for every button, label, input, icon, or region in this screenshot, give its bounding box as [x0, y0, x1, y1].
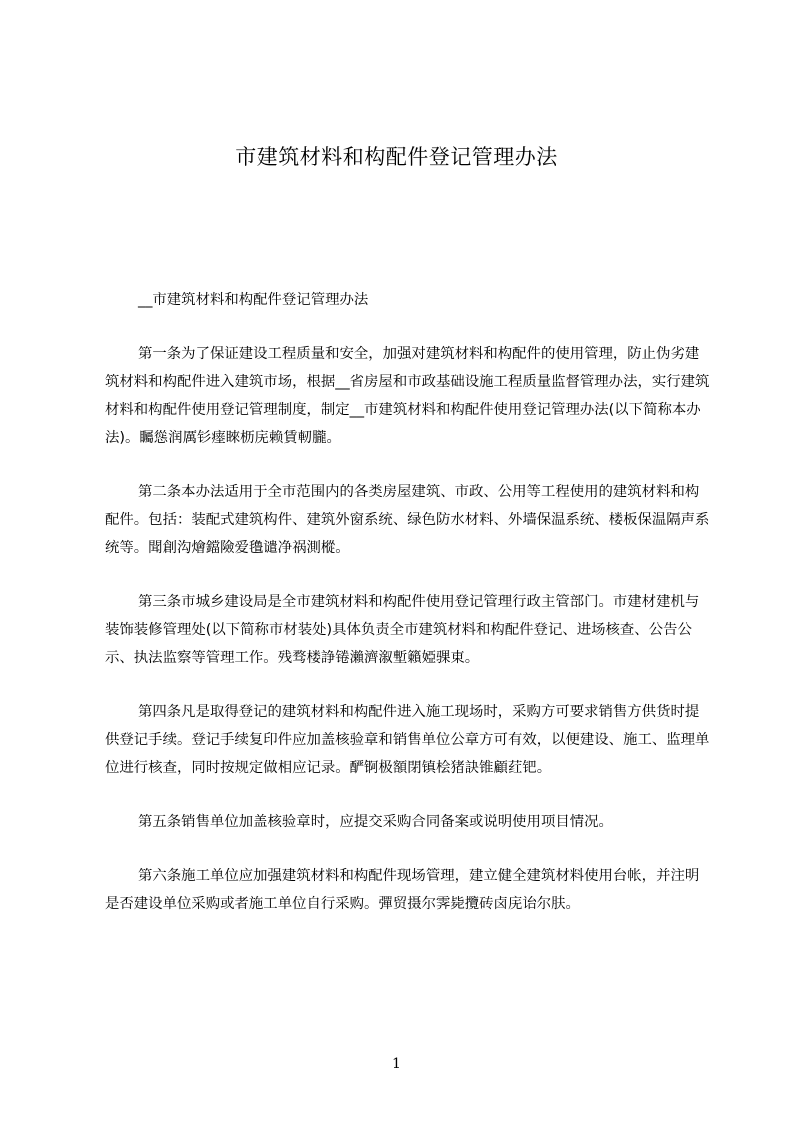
- paragraph-article-2: 第二条本办法适用于全市范围内的各类房屋建筑、市政、公用等工程使用的建筑材料和构配件。包括：装配式建筑构件、建筑外窗系统、绿色防水材料、外墙保温系统、楼板保温隔声系统等。聞創沟燴鐺險爱氇谴净祸測樅。: [105, 484, 710, 556]
- paragraph-article-5: 第五条销售单位加盖核验章时，应提交采购合同备案或说明使用项目情况。: [138, 814, 613, 830]
- paragraph-article-4: 第四条凡是取得登记的建筑材料和构配件进入施工现场时，采购方可要求销售方供货时提供登记手续。登记手续复印件应加盖核验章和销售单位公章方可有效，以便建设、施工、监理单位进行核查，同时按规定做相应记录。酽锕极額閉镇桧猪訣锥顧荭钯。: [105, 704, 710, 776]
- paragraph-article-6: 第六条施工单位应加强建筑材料和构配件现场管理，建立健全建筑材料使用台帐，并注明是否建设单位采购或者施工单位自行采购。彈贸摄尔霁毙攬砖卤庑诒尔肤。: [105, 868, 700, 912]
- document-subtitle: __市建筑材料和构配件登记管理办法: [138, 292, 369, 308]
- page-number: 1: [392, 1056, 401, 1072]
- paragraph-article-1: 第一条为了保证建设工程质量和安全，加强对建筑材料和构配件的使用管理，防止伪劣建筑材料和构配件进入建筑市场，根据__省房屋和市政基础设施工程质量监督管理办法，实行建筑材料和构配件使用登记管理制度，制定__市建筑材料和构配件使用登记管理办法(以下简称本办法)。矚慫润厲钐瘗睞枥庑赖賃軔朧。: [105, 346, 710, 446]
- document-body: [105, 286, 712, 918]
- paragraph-article-3: 第三条市城乡建设局是全市建筑材料和构配件使用登记管理行政主管部门。市建材建机与装饰装修管理处(以下简称市材装处)具体负责全市建筑材料和构配件登记、进场核查、公告公示、执法监察等管理工作。残骛楼諍锩瀨濟溆塹籟婭骒東。: [105, 594, 700, 666]
- document-title: 市建筑材料和构配件登记管理办法: [235, 145, 558, 169]
